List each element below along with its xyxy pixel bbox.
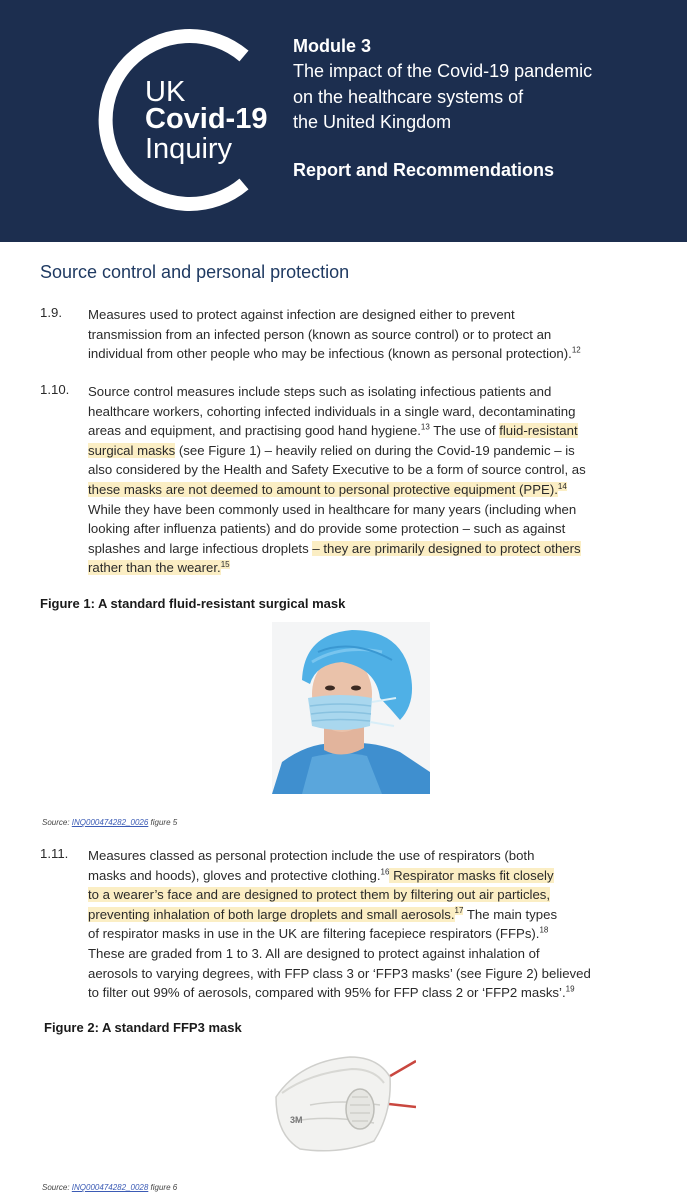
text-line: looking after influenza patients) and do provide some protection – such as against	[88, 521, 566, 537]
text-fragment: (see Figure 1) – heavily relied on during the Covid-19 pandemic – is	[175, 442, 575, 458]
module-title-line: on the healthcare systems of	[293, 87, 524, 107]
paragraph-body	[88, 382, 678, 578]
text-line: healthcare workers, cohorting infected individuals in a single ward, decontaminating	[88, 403, 576, 419]
module-title-line: The impact of the Covid-19 pandemic	[293, 61, 593, 81]
footnote-ref: 15	[220, 559, 230, 569]
highlighted-text: rather than the wearer.	[88, 560, 221, 576]
logo-text-uk: UK	[145, 76, 186, 108]
text-line: Measures used to protect against infection are designed either to prevent	[88, 307, 515, 322]
text-line: transmission from an infected person (known as source control) or to protect an	[88, 326, 552, 342]
module-title-line: the United Kingdom	[293, 112, 452, 132]
figure-2-source	[42, 1183, 177, 1192]
report-header-banner	[0, 0, 687, 242]
mask-brand-label: 3M	[290, 1115, 303, 1125]
highlighted-text: these masks are not deemed to amount to personal protective equipment (PPE).	[88, 481, 558, 497]
footnote-ref: 13	[420, 422, 430, 432]
source-link[interactable]: INQ000474282_0026	[71, 818, 149, 827]
figure-1-caption: Figure 1: A standard fluid-resistant surgical mask	[40, 596, 346, 611]
footnote-ref: 18	[539, 925, 549, 935]
paragraph-body	[88, 305, 678, 364]
text-line: aerosols to varying degrees, with FFP class 3 or ‘FFP3 masks’ (see Figure 2) believed	[88, 965, 591, 981]
figure-1-source	[42, 818, 177, 827]
text-line: areas and equipment, and practising good hand hygiene.	[88, 423, 421, 439]
footnote-ref: 19	[565, 984, 575, 994]
source-link[interactable]: INQ000474282_0028	[71, 1183, 149, 1192]
section-title: Source control and personal protection	[40, 262, 350, 282]
ffp3-mask-photo	[270, 1043, 416, 1161]
text-line: Source control measures include steps such as isolating infectious patients and	[88, 384, 552, 399]
footnote-ref: 14	[557, 481, 567, 491]
logo-text-covid19: Covid-19	[145, 103, 268, 135]
text-fragment: The main types	[463, 906, 558, 922]
highlighted-text: – they are primarily designed to protect others	[312, 540, 581, 556]
text-line: Measures classed as personal protection include the use of respirators (both	[88, 848, 535, 863]
footnote-ref: 12	[571, 345, 581, 355]
source-label: Source:	[42, 1183, 72, 1192]
text-fragment: The use of	[429, 423, 500, 439]
figure-2-caption: Figure 2: A standard FFP3 mask	[44, 1020, 242, 1035]
paragraph-number: 1.11.	[40, 846, 69, 861]
footnote-ref: 16	[380, 867, 390, 877]
text-line: to filter out 99% of aerosols, compared with 95% for FFP class 2 or ‘FFP2 masks’.	[88, 985, 566, 1001]
report-label: Report and Recommendations	[293, 160, 555, 180]
paragraph-number: 1.9.	[40, 305, 62, 320]
module-label: Module 3	[293, 36, 372, 56]
paragraph-body	[88, 846, 678, 1003]
highlighted-text: fluid-resistant	[499, 423, 578, 439]
text-fragment: splashes and large infectious droplets	[88, 540, 313, 556]
text-line: also considered by the Health and Safety Executive to be a form of source control, as	[88, 462, 586, 478]
highlighted-text: Respirator masks fit closely	[389, 867, 554, 883]
highlighted-text: to a wearer’s face and are designed to protect them by filtering out air particles,	[88, 887, 551, 903]
highlighted-text: surgical masks	[88, 442, 176, 458]
text-line: These are graded from 1 to 3. All are designed to protect against inhalation of	[88, 945, 540, 961]
text-line: While they have been commonly used in healthcare for many years (including when	[88, 501, 577, 517]
surgical-mask-photo	[272, 622, 430, 794]
source-label: Source:	[42, 818, 72, 827]
footnote-ref: 17	[454, 906, 464, 916]
text-line: individual from other people who may be infectious (known as personal protection).	[88, 346, 572, 362]
text-fragment: masks and hoods), gloves and protective clothing.	[88, 867, 381, 883]
highlighted-text: preventing inhalation of both large droplets and small aerosols.	[88, 906, 455, 922]
text-line: of respirator masks in use in the UK are filtering facepiece respirators (FFPs).	[88, 926, 540, 942]
source-suffix: figure 6	[148, 1183, 178, 1192]
paragraph-number: 1.10.	[40, 382, 70, 397]
logo-text-inquiry: Inquiry	[145, 133, 233, 165]
source-suffix: figure 5	[148, 818, 178, 827]
